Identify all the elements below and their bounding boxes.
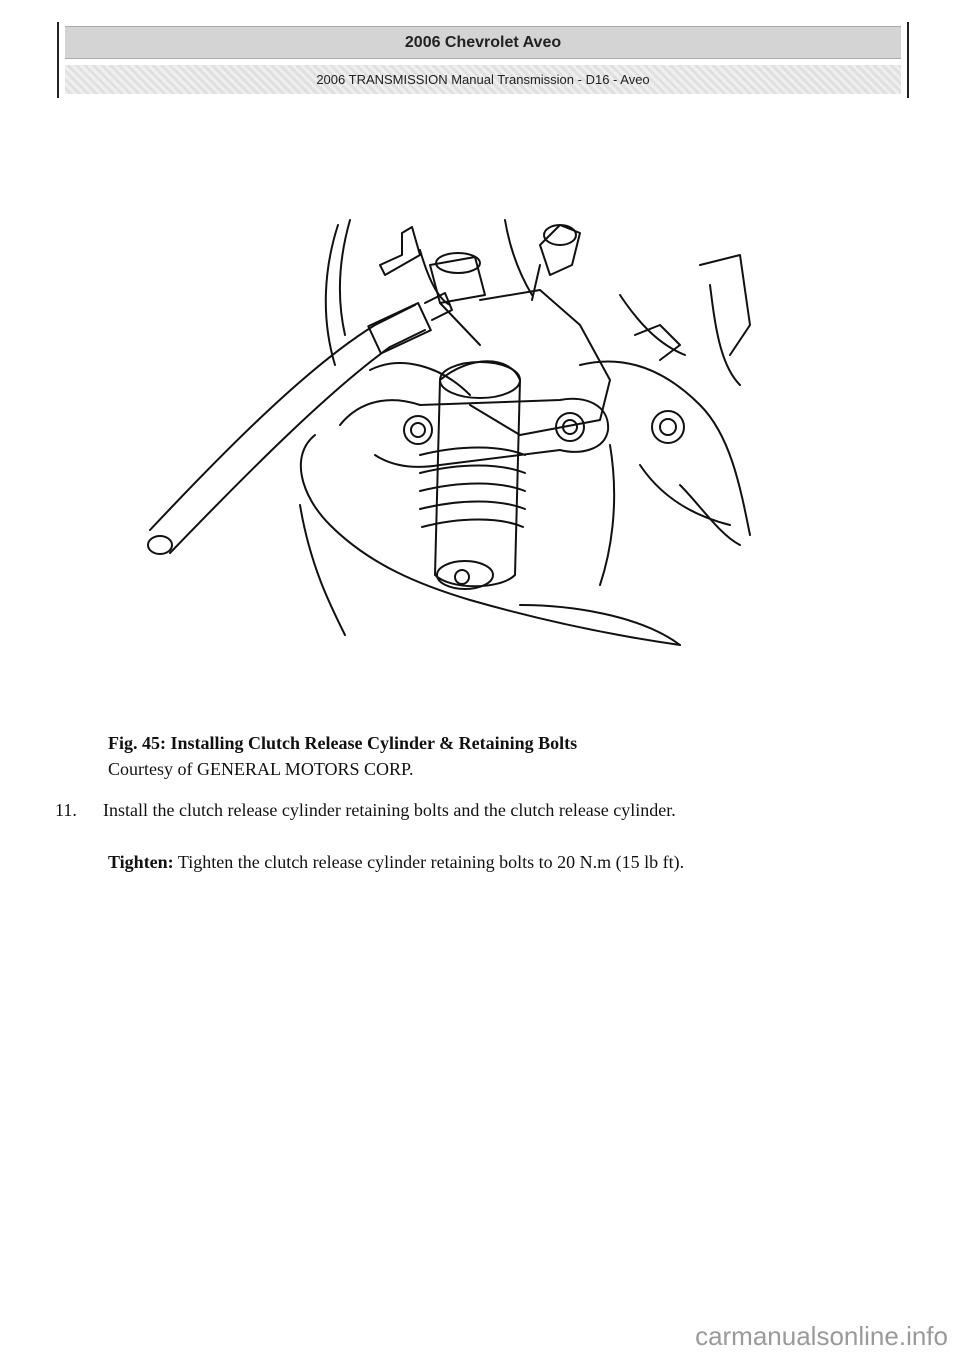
- figure-caption: [108, 730, 577, 782]
- clutch-release-cylinder-illustration: [140, 205, 760, 650]
- figure-credit: Courtesy of GENERAL MOTORS CORP.: [108, 759, 414, 779]
- page-header: [57, 22, 909, 98]
- figure-title: Fig. 45: Installing Clutch Release Cylinder & Retaining Bolts: [108, 733, 578, 753]
- header-subtitle: 2006 TRANSMISSION Manual Transmission - D16 - Aveo: [65, 65, 901, 94]
- tighten-text: Tighten the clutch release cylinder retaining bolts to 20 N.m (15 lb ft).: [173, 852, 685, 872]
- step-number: 11.: [55, 800, 77, 820]
- step-text: Install the clutch release cylinder retaining bolts and the clutch release cylinder.: [103, 800, 676, 820]
- header-title: 2006 Chevrolet Aveo: [65, 26, 901, 59]
- tighten-spec: [108, 852, 684, 873]
- watermark: carmanualsonline.info: [695, 1321, 948, 1351]
- tighten-label: Tighten:: [108, 852, 174, 872]
